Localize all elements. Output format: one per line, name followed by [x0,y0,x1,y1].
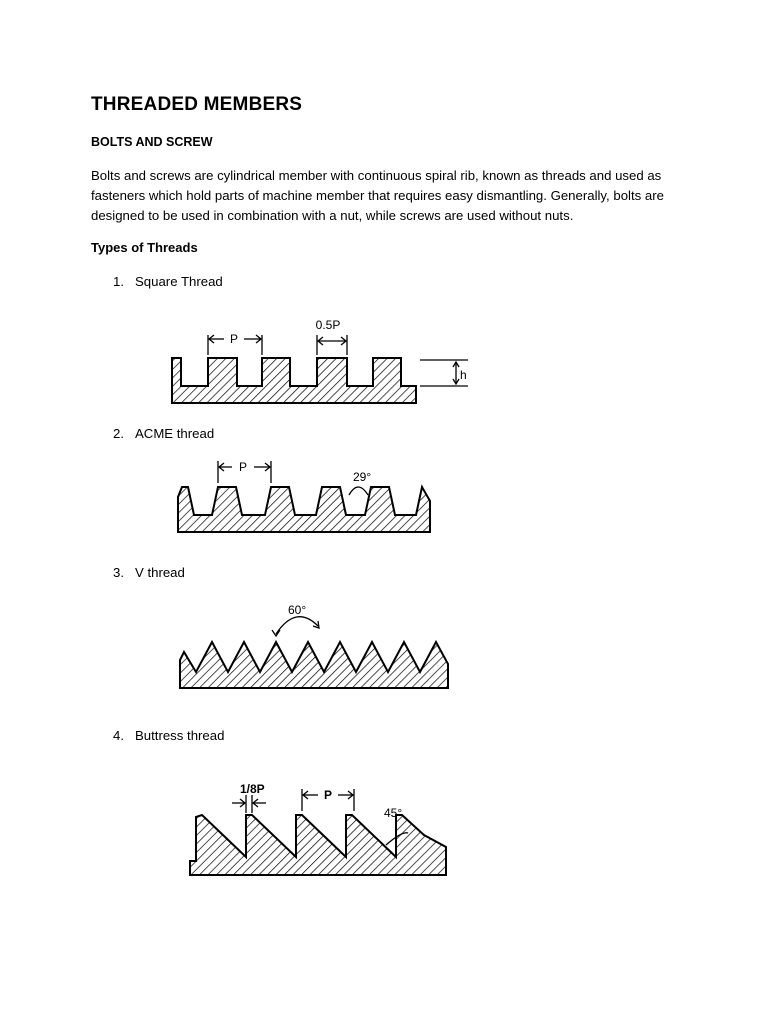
list-number: 2. [113,426,124,441]
buttress-thread-profile [190,815,446,875]
gap-label: 1/8P [240,782,265,796]
acme-thread-figure [168,455,440,537]
angle-label: 45° [384,806,403,820]
paragraph-line: Bolts and screws are cylindrical member with continuous spiral rib, known as threads and used as [91,168,662,183]
v-thread-figure [172,596,456,694]
square-thread-profile [172,358,416,403]
gap-dimension [232,795,266,813]
list-item-label: V thread [135,565,185,580]
angle-label: 60° [288,603,307,617]
acme-thread-profile [178,487,430,532]
half-pitch-label: 0.5P [315,318,341,332]
square-thread-figure [160,305,480,413]
pitch-label: P [229,332,239,346]
list-item-square [113,274,223,289]
list-item-label: Buttress thread [135,728,225,743]
list-item-label: ACME thread [135,426,215,441]
section-title: BOLTS AND SCREW [91,135,213,149]
list-item-buttress [113,728,224,743]
paragraph-line: designed to be used in combination with a nut, while screws are used without nuts. [91,207,574,223]
paragraph-line: fasteners which hold parts of machine member that requires easy dismantling. Generally, bolts are [91,187,664,203]
buttress-thread-figure [180,775,456,881]
angle-label: 29° [353,470,372,484]
intro-paragraph [91,166,691,225]
angle-arc [276,617,318,634]
list-item-acme [113,426,214,441]
list-item-label: Square Thread [135,274,223,289]
types-heading: Types of Threads [91,240,198,255]
pitch-label: P [323,788,333,802]
half-pitch-dimension [317,335,347,355]
angle-arc [349,487,368,495]
v-thread-profile [180,642,448,688]
list-number: 1. [113,274,124,289]
list-item-v-thread [113,565,185,580]
pitch-label: P [238,460,248,474]
height-label: h [460,368,467,382]
list-number: 3. [113,565,124,580]
page-title: THREADED MEMBERS [91,94,303,115]
list-number: 4. [113,728,124,743]
